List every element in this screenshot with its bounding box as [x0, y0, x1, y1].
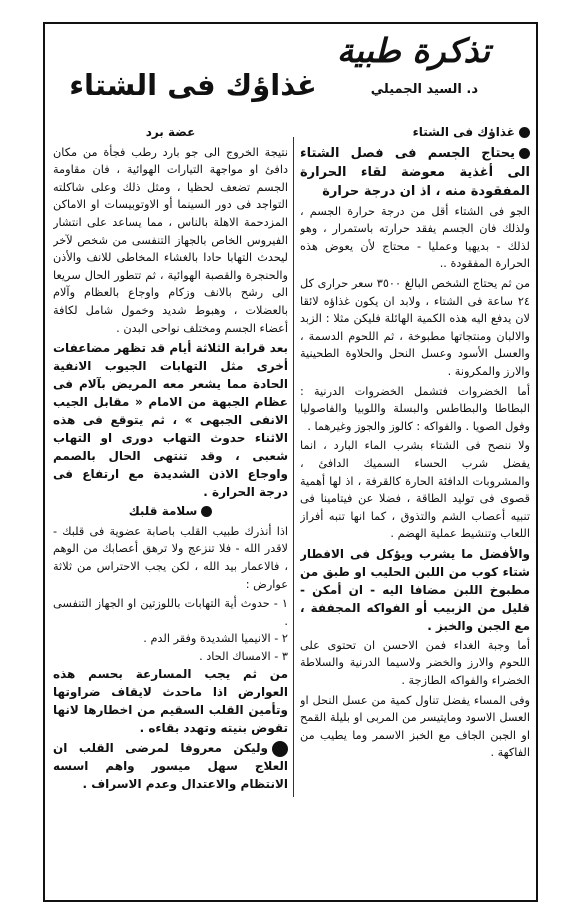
paragraph: ولا ننصح فى الشتاء بشرب الماء البارد ، انما يفضل شرب الحساء السميك الدافئ ، والمشروبات الدافئة الحارة كالقرفة ، اذ لها أهمية قصوى فى توليد الطاقة ، فضلا عن فيتامينا فى تنبيه أعصاب الشم والتذوق ، كما انها تنبه أفراز اللعاب وتنشيط عملية الهضم . — [300, 439, 530, 541]
risk-list — [53, 595, 288, 665]
paragraph: اذا أنذرك طبيب القلب باصابة عضوية فى قلبك - لاقدر الله - فلا تنزعج ولا ترهق أعصابك من الوهم ، فالاعمار بيد الله ، لكن يجب الاحتراس من ثلاثة عوارض : — [53, 524, 288, 591]
list-item: ٣ - الامساك الحاد . — [199, 649, 288, 663]
paragraph: وفى المساء يفضل تناول كمية من عسل النحل او العسل الاسود ومايتيسر من المربى او بليلة القمح او الجبن الجاف مع الخبز الاسمر وما يطيب من الفاكهة . — [300, 693, 530, 760]
paragraph: أما الخضروات فتشمل الخضروات الدرنية : البطاطا والبطاطس والبسلة واللوبيا والفاصوليا وفول الصويا . والفواكه : كالوز والجوز وغيرهما . — [300, 384, 530, 433]
closing-paragraph: وليكن معروفا لمرضى القلب ان العلاج سهل ميسور واهم اسسه الانتظام والاعتدال وعدم الاسراف . — [53, 741, 288, 792]
section-heading-winter-food: غذاؤك فى الشتاء — [300, 124, 530, 142]
article-headline: غذاؤك فى الشتاء — [69, 68, 317, 102]
section-heading-cold-bite: عضة برد — [145, 125, 196, 139]
bullet-icon — [272, 741, 288, 757]
newspaper-clipping — [43, 22, 538, 902]
paragraph: الجو فى الشتاء أقل من درجة حرارة الجسم ، ولذلك فان الجسم يفقد حرارته باستمرار ، وهو لذلك - بديهيا وعمليا - محتاج لأن يعوض هذه الحرارة المفقودة .. — [300, 204, 530, 271]
section-heading-heart-safety: سلامة قلبك — [53, 503, 288, 521]
bullet-icon — [519, 148, 530, 159]
author-byline: د. السيد الجميلي — [370, 82, 478, 97]
list-item: ٢ - الانيميا الشديدة وفقر الدم . — [143, 632, 288, 646]
emphasized-paragraph: بعد قرابة الثلاثة أيام قد تظهر مضاعفات أخرى مثل التهابات الجيوب الانفية الحادة مما يشعر معه المريض بآلام فى عظام الجبهة من الامام « مقابل الجيب الانفى الجبهى » ، ثم يتوقع فى هذه الاثناء حدوث التهاب دورى او التهاب شعبى ، وقد تنتهى الحال بالصمم واوجاع الاذن الشديدة مع ارتفاع فى درجة الحرارة . — [53, 341, 288, 500]
bullet-icon — [201, 506, 212, 517]
paragraph: نتيجة الخروج الى جو بارد رطب فجأة من مكان دافئ او مواجهة التيارات الهوائية ، فان مقاومة الجسم تضعف لحظيا ، ومثل ذلك وعلى شاكلته التواجد فى دور السينما أو الاوتوبيسات او الاماكن المزدحمة الاهلة بالناس ، مما يساعد على انتشار الفيروس الخاص بالجهاز التنفسى من شخص لآخر ليحدث التهابا حادا بالغشاء المخاطى للانف والأذن والحنجرة والقصبة الهوائية ، ثم تتطور الحال سريعا الى رشح بالانف وزكام واوجاع بالعظام وآلام بالعضلات ، وهبوط شديد وخمول شامل لكافة أعضاء الجسم ومختلف نواحى البدن . — [53, 145, 288, 335]
bullet-icon — [519, 127, 530, 138]
left-column — [53, 122, 288, 892]
column-kicker: تذكرة طبية — [336, 31, 490, 70]
emphasized-paragraph: والأفضل ما يشرب ويؤكل فى الافطار شتاء كوب من اللبن الحليب او طبق من مطبوخ اللبن مضافا اليه - ان أمكن - قليل من الزبيب أو الفواكه المجففة ، مع الجبن والخبز . — [300, 546, 530, 633]
right-column — [300, 122, 530, 852]
column-divider — [293, 137, 294, 797]
paragraph: من ثم يحتاج الشخص البالغ ٣٥٠٠ سعر حرارى كل ٢٤ ساعة فى الشتاء ، ولابد ان يكون غذاؤه لائقا لان يدفع اليه هذه الكمية الهائلة فليكن مثلا : الزبد والالبان ومنتجاتها مطبوخة ، ثم اللحوم الدسمة ، والعسل الأسود وعسل النحل والحلاوة الطحينية والارز والمكرونة . — [300, 276, 530, 378]
lead-paragraph: يحتاج الجسم فى فصل الشتاء الى أغذية معوضة لقاء الحرارة المفقودة منه ، اذ ان درجة حرارة — [300, 145, 530, 199]
emphasized-paragraph: من ثم يجب المسارعة بحسم هذه العوارض اذا ماحدث لايقاف ضراوتها وتأمين القلب السقيم من اخطارها لانها تقوض بنيته وتهدد بقاءه . — [53, 667, 288, 736]
paragraph: أما وجبة الغداء فمن الاحسن ان تحتوى على اللحوم والارز والخضر ولاسيما الدرنية والسلاطة الخضراء والفواكه الطازجة . — [300, 638, 530, 688]
list-item: ١ - حدوث أية التهابات باللوزتين او الجهاز التنفسى . — [53, 597, 288, 628]
